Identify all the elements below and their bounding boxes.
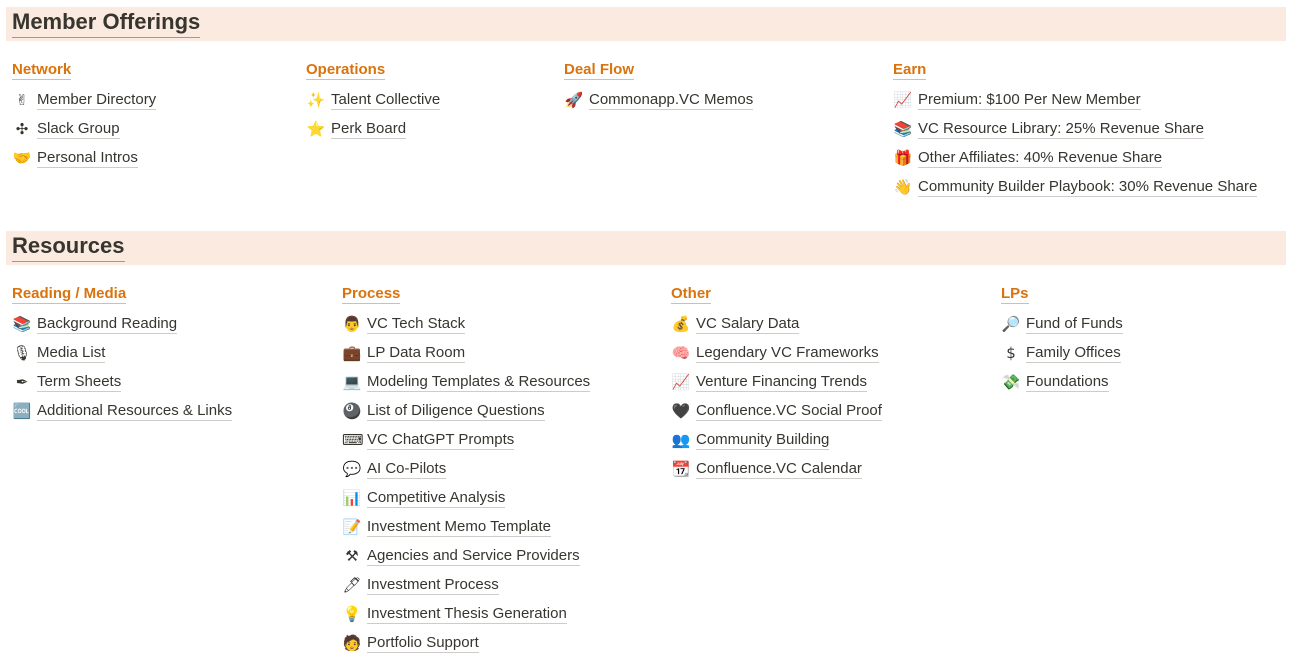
link-label[interactable]: VC Resource Library: 25% Revenue Share xyxy=(918,120,1204,137)
link-label[interactable]: Personal Intros xyxy=(37,149,138,166)
bar-chart-icon: 📊 xyxy=(342,489,362,507)
laptop-icon: 💻 xyxy=(342,373,362,391)
books-icon: 📚 xyxy=(12,315,32,333)
link-label[interactable]: Community Building xyxy=(696,431,830,448)
link-label[interactable]: VC Salary Data xyxy=(696,315,800,332)
link-label[interactable]: VC ChatGPT Prompts xyxy=(367,431,515,448)
link-item[interactable] xyxy=(671,339,882,368)
chart-increasing-icon: 📈 xyxy=(893,91,913,109)
link-label[interactable]: AI Co-Pilots xyxy=(367,460,447,477)
link-label[interactable]: Member Directory xyxy=(37,91,157,108)
chart-increasing-icon: 📈 xyxy=(671,373,691,391)
link-list xyxy=(342,310,590,658)
link-item[interactable] xyxy=(342,426,590,455)
link-label[interactable]: Venture Financing Trends xyxy=(696,373,867,390)
link-label[interactable]: Modeling Templates & Resources xyxy=(367,373,591,390)
link-item[interactable] xyxy=(1001,368,1123,397)
memo-icon: 📝 xyxy=(342,518,362,536)
link-item[interactable] xyxy=(671,397,882,426)
microphone-icon: 🎙 xyxy=(12,344,32,362)
link-label[interactable]: Confluence.VC Social Proof xyxy=(696,402,882,419)
resources-header xyxy=(6,231,1286,265)
light-bulb-icon: 💡 xyxy=(342,605,362,623)
link-label[interactable]: List of Diligence Questions xyxy=(367,402,545,419)
money-bag-icon: 💰 xyxy=(671,315,691,333)
books-icon: 📚 xyxy=(893,120,913,138)
hammer-and-pick-icon: ⚒ xyxy=(345,547,359,565)
pen-icon: 🖊 xyxy=(342,576,362,594)
earn-column xyxy=(893,61,1257,202)
money-with-wings-icon: 💸 xyxy=(1001,373,1021,391)
link-label[interactable]: Competitive Analysis xyxy=(367,489,506,506)
slack-icon: ✣ xyxy=(15,120,29,138)
link-list xyxy=(893,86,1257,202)
link-label[interactable]: Other Affiliates: 40% Revenue Share xyxy=(918,149,1163,166)
briefcase-icon: 💼 xyxy=(342,344,362,362)
column-heading-deal-flow: Deal Flow xyxy=(564,61,635,78)
link-item[interactable] xyxy=(12,397,232,426)
link-list xyxy=(671,310,882,484)
pool-8-ball-icon: 🎱 xyxy=(342,402,362,420)
link-label[interactable]: Legendary VC Frameworks xyxy=(696,344,879,361)
link-item[interactable] xyxy=(306,115,440,144)
deal-flow-column xyxy=(564,61,753,115)
link-item[interactable] xyxy=(342,397,590,426)
link-label[interactable]: Commonapp.VC Memos xyxy=(589,91,754,108)
link-item[interactable] xyxy=(12,368,232,397)
link-label[interactable]: Family Offices xyxy=(1026,344,1121,361)
link-label[interactable]: LP Data Room xyxy=(367,344,466,361)
operations-column xyxy=(306,61,440,144)
sparkles-icon: ✨ xyxy=(306,91,326,109)
link-label[interactable]: Premium: $100 Per New Member xyxy=(918,91,1141,108)
dollar-sign-icon: $ xyxy=(1006,344,1016,362)
column-heading-process: Process xyxy=(342,285,401,302)
link-item[interactable] xyxy=(671,426,882,455)
link-list xyxy=(12,86,156,173)
link-item[interactable] xyxy=(671,368,882,397)
link-item[interactable] xyxy=(342,542,590,571)
link-list xyxy=(12,310,232,426)
link-label[interactable]: Portfolio Support xyxy=(367,634,479,651)
link-item[interactable] xyxy=(893,115,1257,144)
link-item[interactable] xyxy=(342,484,590,513)
link-item[interactable] xyxy=(342,513,590,542)
lps-column xyxy=(1001,285,1123,397)
link-list xyxy=(306,86,440,144)
link-label[interactable]: Confluence.VC Calendar xyxy=(696,460,862,477)
link-label[interactable]: Media List xyxy=(37,344,106,361)
link-list xyxy=(564,86,753,115)
column-heading-earn: Earn xyxy=(893,61,927,78)
link-item[interactable] xyxy=(893,144,1257,173)
link-item[interactable] xyxy=(342,455,590,484)
brain-icon: 🧠 xyxy=(671,344,691,362)
link-label[interactable]: Agencies and Service Providers xyxy=(367,547,580,564)
waving-hand-icon: 👋 xyxy=(893,178,913,196)
link-label[interactable]: Slack Group xyxy=(37,120,120,137)
column-heading-network: Network xyxy=(12,61,72,78)
link-item[interactable] xyxy=(564,86,753,115)
link-item[interactable] xyxy=(893,173,1257,202)
link-item[interactable] xyxy=(342,629,590,658)
link-label[interactable]: Foundations xyxy=(1026,373,1109,390)
reading-media-column xyxy=(12,285,232,426)
link-label[interactable]: Investment Thesis Generation xyxy=(367,605,567,622)
process-column xyxy=(342,285,590,658)
link-item[interactable] xyxy=(671,310,882,339)
link-label[interactable]: Background Reading xyxy=(37,315,178,332)
link-item[interactable] xyxy=(342,310,590,339)
speech-balloon-icon: 💬 xyxy=(342,460,362,478)
technologist-icon: 👨 xyxy=(342,315,362,333)
link-item[interactable] xyxy=(1001,339,1123,368)
column-heading-reading-media: Reading / Media xyxy=(12,285,127,302)
fountain-pen-icon: ✒ xyxy=(15,373,29,391)
link-item[interactable] xyxy=(342,368,590,397)
link-item[interactable] xyxy=(12,115,156,144)
calendar-icon: 📆 xyxy=(671,460,691,478)
link-list xyxy=(1001,310,1123,397)
link-item[interactable] xyxy=(12,310,232,339)
member-offerings-header xyxy=(6,7,1286,41)
link-label[interactable]: Community Builder Playbook: 30% Revenue Share xyxy=(918,178,1258,195)
link-item[interactable] xyxy=(342,339,590,368)
keyboard-icon: ⌨ xyxy=(342,431,364,449)
link-item[interactable] xyxy=(12,86,156,115)
link-label[interactable]: VC Tech Stack xyxy=(367,315,466,332)
column-heading-lps: LPs xyxy=(1001,285,1029,302)
link-label[interactable]: Talent Collective xyxy=(331,91,441,108)
cool-button-icon: 🆒 xyxy=(12,402,32,420)
magnifying-glass-icon: 🔎 xyxy=(1001,315,1021,333)
victory-hand-icon: ✌ xyxy=(15,91,29,109)
mechanic-icon: 🧑 xyxy=(342,634,362,652)
link-item[interactable] xyxy=(12,339,232,368)
other-column xyxy=(671,285,882,484)
column-heading-other: Other xyxy=(671,285,712,302)
link-item[interactable] xyxy=(342,600,590,629)
handshake-icon: 🤝 xyxy=(12,149,32,167)
resources-title: Resources xyxy=(12,231,125,262)
busts-icon: 👥 xyxy=(671,431,691,449)
link-label[interactable]: Additional Resources & Links xyxy=(37,402,233,419)
link-label[interactable]: Term Sheets xyxy=(37,373,122,390)
link-label[interactable]: Investment Memo Template xyxy=(367,518,551,535)
network-column xyxy=(12,61,156,173)
link-item[interactable] xyxy=(1001,310,1123,339)
link-label[interactable]: Perk Board xyxy=(331,120,407,137)
member-offerings-title: Member Offerings xyxy=(12,7,200,38)
link-item[interactable] xyxy=(671,455,882,484)
link-item[interactable] xyxy=(342,571,590,600)
star-icon: ⭐ xyxy=(306,120,326,138)
link-item[interactable] xyxy=(306,86,440,115)
link-label[interactable]: Investment Process xyxy=(367,576,499,593)
link-item[interactable] xyxy=(12,144,156,173)
link-item[interactable] xyxy=(893,86,1257,115)
column-heading-operations: Operations xyxy=(306,61,386,78)
black-heart-icon: 🖤 xyxy=(671,402,691,420)
gift-icon: 🎁 xyxy=(893,149,913,167)
link-label[interactable]: Fund of Funds xyxy=(1026,315,1123,332)
rocket-icon: 🚀 xyxy=(564,91,584,109)
